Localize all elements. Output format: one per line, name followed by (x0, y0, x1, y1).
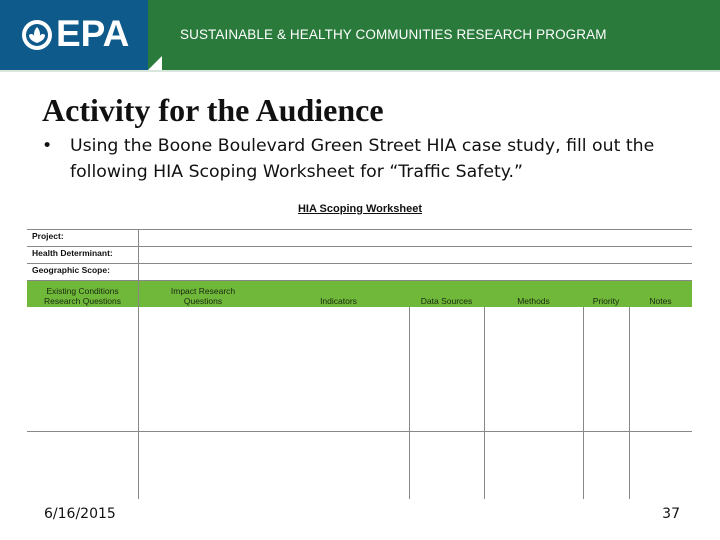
table-rule (138, 229, 139, 281)
bullet-text: Using the Boone Boulevard Green Street HIA case study, fill out the following HIA Scoping Worksheet for “Traffic Safety.” (70, 136, 655, 182)
column-header-line: Priority (592, 296, 620, 306)
field-geographic-scope-label: Geographic Scope: (32, 265, 110, 275)
epa-flower-icon (20, 18, 54, 52)
table-rule (583, 307, 584, 499)
header-divider (0, 70, 720, 72)
column-header-line: Existing Conditions (46, 286, 119, 296)
table-rule (629, 307, 630, 499)
column-header-line: Methods (517, 296, 550, 306)
logo-text: EPA (56, 13, 130, 54)
table-rule (484, 307, 485, 499)
column-header-line: Research Questions (43, 296, 121, 306)
worksheet-table (27, 229, 692, 499)
bullet-marker: • (42, 136, 53, 156)
epa-logo (0, 0, 148, 70)
column-header-line: Data Sources (420, 296, 473, 306)
table-rule (409, 307, 410, 499)
table-rule (27, 229, 692, 230)
column-header-data-sources (409, 281, 484, 307)
table-rule (27, 431, 692, 432)
column-header-line: Impact Research (170, 286, 236, 296)
column-header-impact-research (138, 281, 268, 307)
column-header-priority (583, 281, 629, 307)
worksheet-title: HIA Scoping Worksheet (297, 203, 423, 215)
column-header-methods (484, 281, 583, 307)
field-project-label: Project: (32, 231, 64, 241)
column-header-existing-conditions (27, 281, 138, 307)
page-number: 37 (662, 506, 680, 522)
column-header-line: Notes (649, 296, 672, 306)
column-header-line: Questions (183, 296, 223, 306)
table-rule (27, 246, 692, 247)
header-notch (148, 56, 162, 70)
field-health-determinant-label: Health Determinant: (32, 248, 113, 258)
column-header-indicators (268, 281, 409, 307)
table-rule (27, 263, 692, 264)
table-rule (138, 281, 139, 499)
program-title: SUSTAINABLE & HEALTHY COMMUNITIES RESEARCH PROGRAM (180, 27, 607, 42)
slide-title: Activity for the Audience (42, 92, 384, 128)
footer-date: 6/16/2015 (44, 506, 116, 522)
column-header-notes (629, 281, 692, 307)
column-header-line: Indicators (320, 296, 357, 306)
